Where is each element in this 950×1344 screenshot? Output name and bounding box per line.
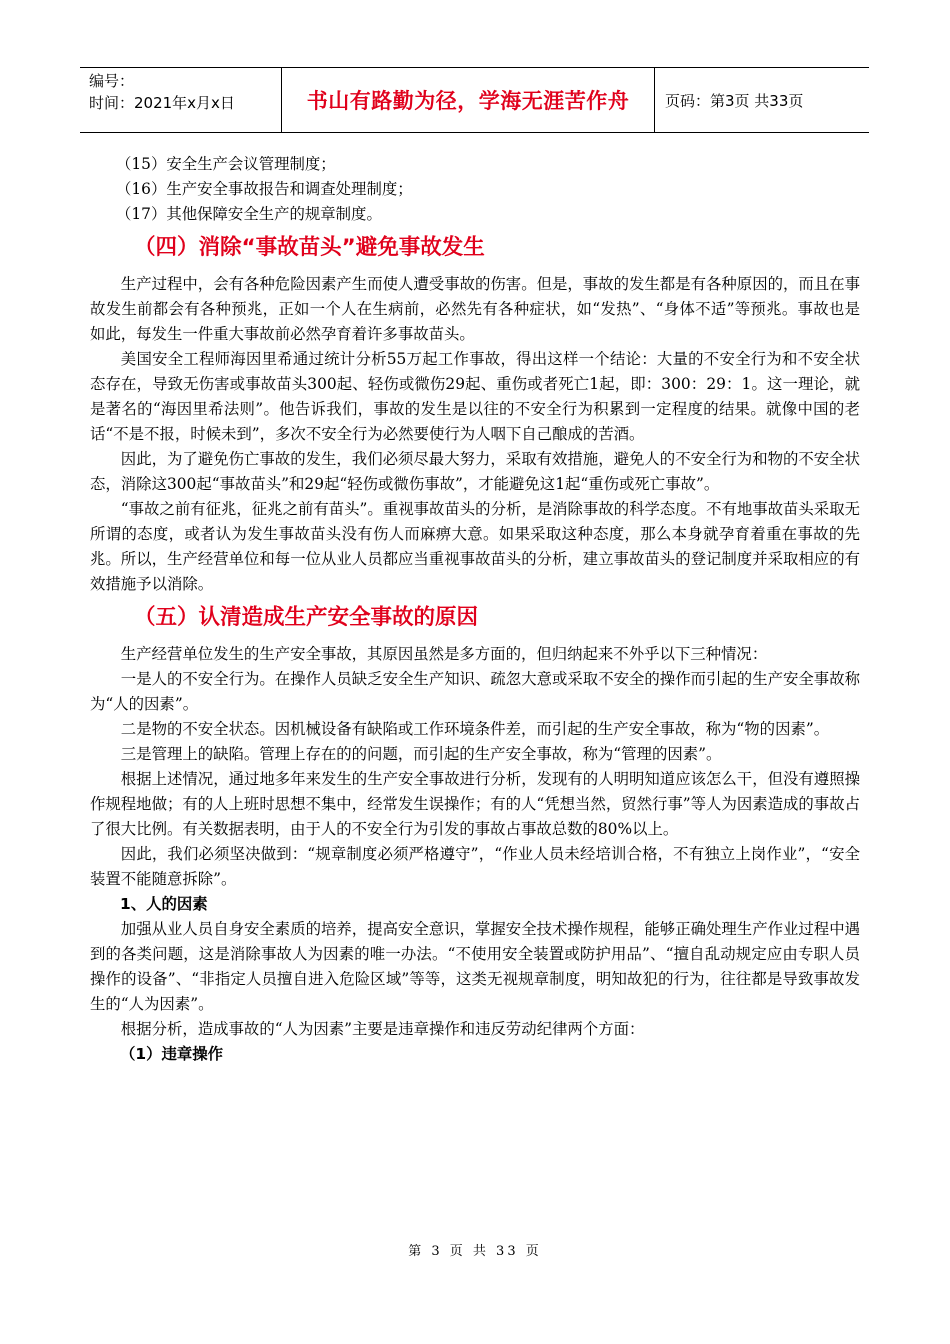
paragraph: 生产过程中，会有各种危险因素产生而使人遭受事故的伤害。但是，事故的发生都是有各种原因的，而且在事故发生前都会有各种预兆，正如一个人在生病前，必然先有各种症状，如“发热”、“身体不适”等预兆。事故也是如此，每发生一件重大事故前必然孕育着许多事故苗头。	[90, 275, 860, 343]
list-item: （15）安全生产会议管理制度；	[116, 155, 336, 173]
paragraph: 三是管理上的缺陷。管理上存在的的问题，而引起的生产安全事故，称为“管理的因素”。	[120, 745, 722, 763]
document-date: 时间：2021年x月x日	[89, 94, 235, 112]
document-number-label: 编号：	[89, 72, 135, 90]
page-footer: 第 3 页 共 33 页	[408, 1244, 542, 1259]
paragraph: 美国安全工程师海因里希通过统计分析55万起工作事故，得出这样一个结论：大量的不安全行为和不安全状态存在，导致无伤害或事故苗头300起、轻伤或微伤29起、重伤或者死亡1起，即：300：29：1。这一理论，就是著名的“海因里希法则”。他告诉我们，事故的发生是以往的不安全行为积累到一定程度的结果。就像中国的老话“不是不报，时候未到”，多次不安全行为必然要使行为人咽下自己酿成的苦酒。	[90, 350, 860, 443]
section-heading: （四）消除“事故苗头”避免事故发生	[134, 235, 485, 260]
paragraph: 因此，我们必须坚决做到：“规章制度必须严格遵守”，“作业人员未经培训合格，不有独立上岗作业”，“安全装置不能随意拆除”。	[90, 845, 860, 888]
paragraph: 因此，为了避免伤亡事故的发生，我们必须尽最大努力，采取有效措施，避免人的不安全行为和物的不安全状态，消除这300起“事故苗头”和29起“轻伤或微伤事故”，才能避免这1起“重伤或死亡事故”。	[90, 450, 860, 493]
subsection-heading: 1、人的因素	[120, 895, 208, 913]
paragraph: 生产经营单位发生的生产安全事故，其原因虽然是多方面的，但归纳起来不外乎以下三种情况：	[120, 645, 768, 663]
subsubsection-heading: （1）违章操作	[120, 1045, 224, 1063]
header-motto: 书山有路勤为径，学海无涯苦作舟	[282, 68, 655, 132]
paragraph: 根据上述情况，通过地多年来发生的生产安全事故进行分析，发现有的人明明知道应该怎么干，但没有遵照操作规程地做；有的人上班时思想不集中，经常发生误操作；有的人“凭想当然，贸然行事”等人为因素造成的事故占了很大比例。有关数据表明，由于人的不安全行为引发的事故占事故总数的80%以上。	[90, 770, 860, 838]
header-meta	[80, 68, 282, 132]
list-item: （16）生产安全事故报告和调查处理制度；	[116, 180, 413, 198]
page-header	[80, 67, 869, 133]
document-body	[90, 152, 860, 1067]
list-item: （17）其他保障安全生产的规章制度。	[116, 205, 382, 223]
paragraph: 加强从业人员自身安全素质的培养，提高安全意识，掌握安全技术操作规程，能够正确处理生产作业过程中遇到的各类问题，这是消除事故人为因素的唯一办法。“不使用安全装置或防护用品”、“擅自乱动规定应由专职人员操作的设备”、“非指定人员擅自进入危险区域”等等，这类无视规章制度，明知故犯的行为，往往都是导致事故发生的“人为因素”。	[90, 920, 860, 1013]
paragraph: 二是物的不安全状态。因机械设备有缺陷或工作环境条件差，而引起的生产安全事故，称为“物的因素”。	[120, 720, 830, 738]
paragraph: 一是人的不安全行为。在操作人员缺乏安全生产知识、疏忽大意或采取不安全的操作而引起的生产安全事故称为“人的因素”。	[90, 670, 860, 713]
paragraph: “事故之前有征兆，征兆之前有苗头”。重视事故苗头的分析，是消除事故的科学态度。不有地事故苗头采取无所谓的态度，或者认为发生事故苗头没有伤人而麻痹大意。如果采取这种态度，那么本身就孕育着重在事故的先兆。所以，生产经营单位和每一位从业人员都应当重视事故苗头的分析，建立事故苗头的登记制度并采取相应的有效措施予以消除。	[90, 500, 860, 593]
header-page-info: 页码：第3页 共33页	[665, 91, 804, 110]
paragraph: 根据分析，造成事故的“人为因素”主要是违章操作和违反劳动纪律两个方面：	[120, 1020, 645, 1038]
section-heading: （五）认清造成生产安全事故的原因	[134, 605, 479, 630]
